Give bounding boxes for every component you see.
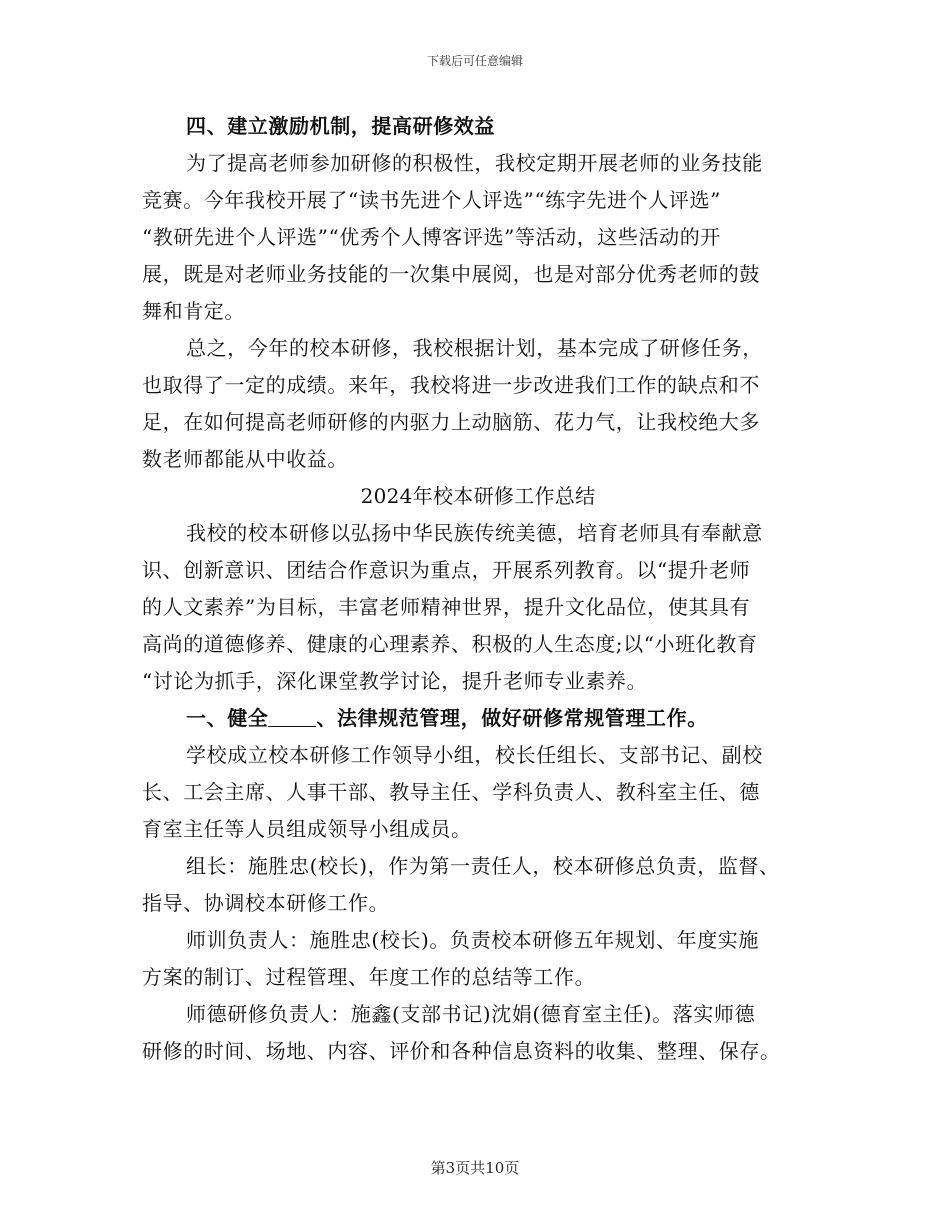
paragraph-line: 为了提高老师参加研修的积极性，我校定期开展老师的业务技能	[186, 151, 763, 175]
paragraph-line: 也取得了一定的成绩。来年，我校将进一步改进我们工作的缺点和不	[142, 373, 760, 397]
paragraph-line: 总之，今年的校本研修，我校根据计划，基本完成了研修任务，	[186, 336, 763, 360]
document-title: 2024年校本研修工作总结	[360, 484, 596, 508]
section-heading-management	[142, 700, 814, 737]
paragraph-line: 师德研修负责人：施鑫(支部书记)沈娟(德育室主任)。落实师德	[186, 1002, 756, 1026]
paragraph-line: 展，既是对老师业务技能的一次集中展阅，也是对部分优秀老师的鼓	[142, 262, 760, 286]
paragraph-line: 足，在如何提高老师研修的内驱力上动脑筋、花力气，让我校绝大多	[142, 410, 760, 434]
paragraph-line: 方案的制订、过程管理、年度工作的总结等工作。	[142, 965, 596, 989]
paragraph-line: 育室主任等人员组成领导小组成员。	[142, 817, 472, 841]
heading-part: 、法律规范管理，做好研修常规管理工作。	[316, 706, 708, 730]
paragraph-line: “教研先进个人评选”“优秀个人博客评选”等活动，这些活动的开	[142, 225, 721, 249]
page-number: 第3页共10页	[430, 1159, 520, 1177]
section-heading-incentive: 四、建立激励机制，提高研修效益	[186, 114, 495, 138]
paragraph-line: “讨论为抓手，深化课堂教学讨论，提升老师专业素养。	[142, 669, 648, 693]
heading-part: 一、健全	[186, 706, 269, 730]
paragraph-line: 竞赛。今年我校开展了“读书先进个人评选”“练字先进个人评选”	[142, 188, 721, 212]
paragraph-line: 组长：施胜忠(校长)，作为第一责任人，校本研修总负责，监督、	[186, 854, 780, 878]
paragraph-line: 的人文素养”为目标，丰富老师精神世界，提升文化品位，使其具有	[142, 595, 751, 619]
document-body	[142, 108, 814, 1070]
paragraph-line: 我校的校本研修以弘扬中华民族传统美德，培育老师具有奉献意	[186, 521, 763, 545]
paragraph-line: 学校成立校本研修工作领导小组，校长任组长、支部书记、副校	[186, 743, 763, 767]
paragraph-line: 高尚的道德修养、健康的心理素养、积极的人生态度;以“小班化教育	[142, 632, 758, 656]
paragraph-line: 研修的时间、场地、内容、评价和各种信息资料的收集、整理、保存。	[142, 1039, 781, 1063]
paragraph-line: 识、创新意识、团结合作意识为重点，开展系列教育。以“提升老师	[142, 558, 751, 582]
blank-underline	[268, 708, 316, 727]
paragraph-line: 舞和肯定。	[142, 299, 245, 323]
paragraph-line: 师训负责人：施胜忠(校长)。负责校本研修五年规划、年度实施	[186, 928, 760, 952]
page-header-note: 下载后可任意编辑	[426, 54, 523, 68]
paragraph-line: 数老师都能从中收益。	[142, 447, 348, 471]
paragraph-line: 指导、协调校本研修工作。	[142, 891, 390, 915]
paragraph-line: 长、工会主席、人事干部、教导主任、学科负责人、教科室主任、德	[142, 780, 760, 804]
